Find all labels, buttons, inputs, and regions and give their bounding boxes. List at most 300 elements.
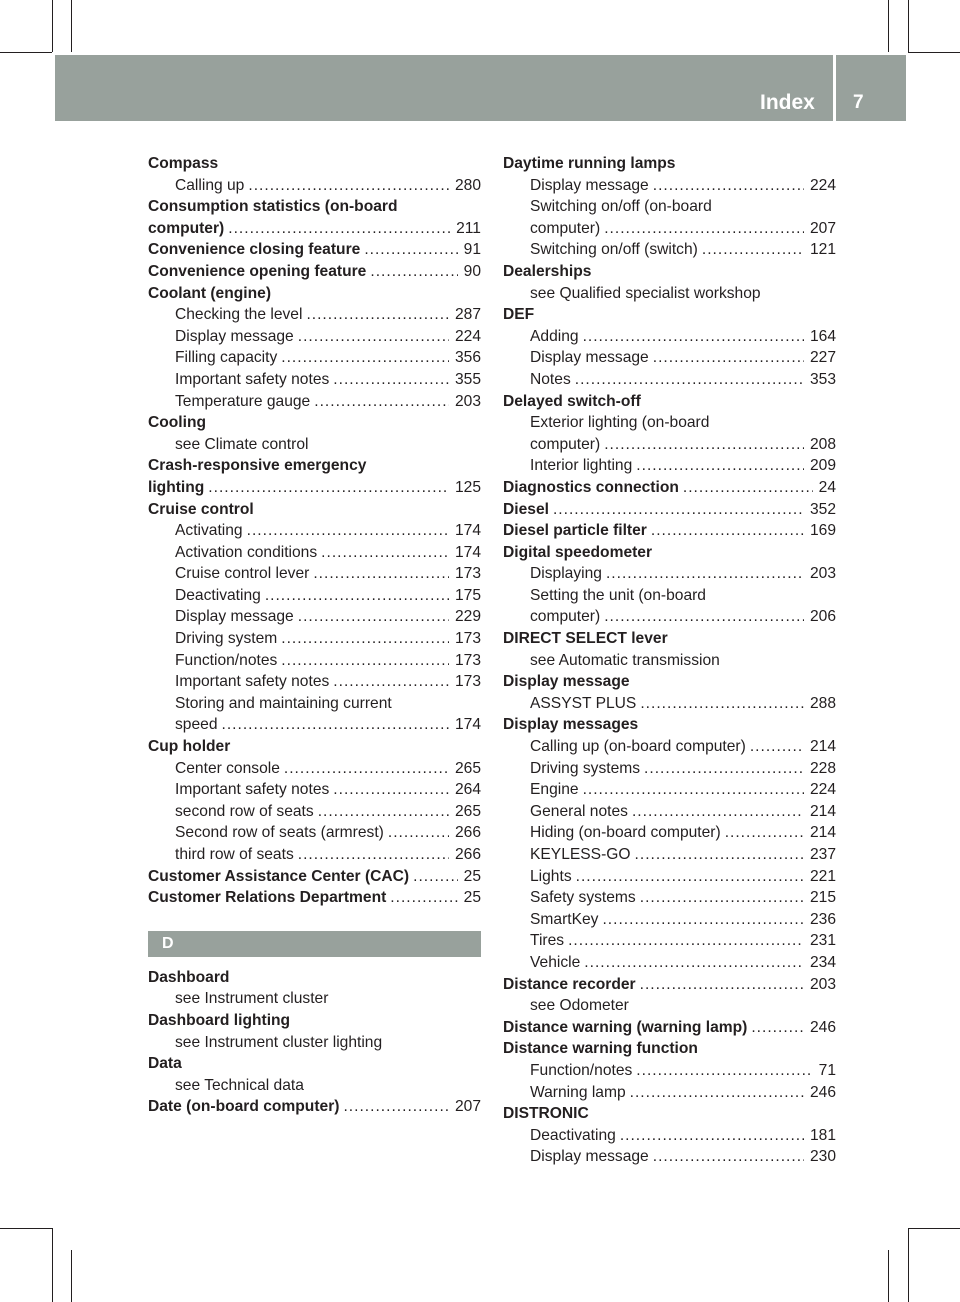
entry-text: speed [175,716,218,734]
entry-text: Cruise control [148,500,254,518]
entry-text: DEF [503,306,535,324]
index-subentry [503,585,836,607]
index-entry [148,499,481,521]
index-entry [503,304,836,326]
index-entry [148,239,481,261]
page-reference[interactable]: 228 [809,759,836,777]
leader-dots [265,585,449,607]
leader-dots [576,866,804,888]
leader-dots [640,974,804,996]
entry-text: Diesel [503,500,549,518]
page-reference[interactable]: 352 [809,500,836,518]
entry-text: Dashboard lighting [148,1011,291,1029]
entry-text: Cup holder [148,738,231,756]
entry-text: Diagnostics connection [503,478,679,496]
header-divider [833,55,836,121]
index-subentry [503,369,836,391]
index-subentry [148,326,481,348]
leader-dots [583,779,804,801]
page-reference[interactable]: 214 [809,738,836,756]
index-entry [503,974,836,996]
entry-text: Diesel particle filter [503,522,647,540]
entry-text: Display message [530,1148,649,1166]
page-reference[interactable]: 181 [809,1126,836,1144]
page-reference[interactable]: 125 [454,478,481,496]
leader-dots [653,1146,804,1168]
entry-text: KEYLESS-GO [530,846,631,863]
entry-text: Distance warning function [503,1040,698,1058]
entry-text: see Technical data [175,1076,304,1094]
index-subentry [503,175,836,197]
crop-mark [71,0,72,52]
page-reference[interactable]: 71 [818,1061,836,1079]
page-reference[interactable]: 214 [809,824,836,842]
page-reference[interactable]: 90 [463,262,481,280]
index-column-left [148,153,481,1118]
leader-dots [306,304,449,326]
page-reference[interactable]: 288 [809,694,836,712]
crop-mark [908,1228,960,1229]
entry-text: Data [148,1055,182,1073]
entry-text: Important safety notes [175,673,330,691]
page-reference[interactable]: 174 [454,522,481,540]
leader-dots [333,369,449,391]
entry-text: see Odometer [530,997,629,1015]
page-reference[interactable]: 231 [809,932,836,950]
index-subentry [503,347,836,369]
entry-text: Lights [530,867,572,885]
leader-dots [636,1060,812,1082]
page-reference[interactable]: 287 [454,306,481,324]
leader-dots [653,175,804,197]
index-subentry [148,347,481,369]
index-entry [503,477,836,499]
index-subentry [148,369,481,391]
index-subentry [503,930,836,952]
entry-text: Display messages [503,716,639,734]
index-entry [503,628,836,650]
leader-dots [321,542,449,564]
entry-text: Checking the level [175,306,303,324]
leader-dots [702,239,804,261]
entry-text: DISTRONIC [503,1105,589,1123]
page-reference[interactable]: 224 [809,781,836,799]
page-title: Index [760,91,815,114]
index-subentry [503,822,836,844]
leader-dots [298,326,449,348]
entry-text: Deactivating [175,586,261,604]
index-subentry [503,866,836,888]
entry-text: Displaying [530,565,602,583]
entry-text: General notes [530,802,628,820]
entry-text: Activation conditions [175,543,318,561]
page-reference[interactable]: 207 [809,219,836,237]
entry-text: see Climate control [175,435,309,453]
leader-dots [333,779,449,801]
index-entry [503,671,836,693]
index-subentry [503,434,836,456]
index-entry [148,412,481,434]
page-reference[interactable]: 175 [454,586,481,604]
page-reference[interactable]: 266 [454,846,481,863]
page-reference[interactable]: 214 [809,802,836,820]
entry-text: third row of seats [175,846,294,863]
index-subentry [148,1075,481,1097]
entry-text: Safety systems [530,889,636,907]
index-entry [503,261,836,283]
index-entry [503,714,836,736]
index-entry [503,1103,836,1125]
entry-text: Driving system [175,630,278,648]
entry-text: Function/notes [175,651,278,669]
entry-text: Display message [175,327,294,345]
index-subentry [148,628,481,650]
leader-dots [364,239,457,261]
leader-dots [632,801,804,823]
entry-text: computer) [530,435,601,453]
page-reference[interactable]: 265 [454,759,481,777]
leader-dots [653,347,804,369]
page-reference[interactable]: 173 [454,565,481,583]
index-subentry [503,218,836,240]
index-subentry [503,1146,836,1168]
crop-mark [908,1228,909,1302]
leader-dots [751,1017,804,1039]
leader-dots [553,499,804,521]
index-subentry [148,671,481,693]
entry-text: SmartKey [530,910,599,928]
crop-mark [888,1250,889,1302]
page-reference[interactable]: 203 [809,565,836,583]
page-reference[interactable]: 25 [463,889,481,907]
leader-dots [228,218,450,240]
page-reference[interactable]: 236 [809,910,836,928]
entry-text: computer) [530,219,601,237]
entry-text: ASSYST PLUS [530,694,637,712]
page-reference[interactable]: 208 [809,435,836,453]
page-reference[interactable]: 237 [809,846,836,863]
leader-dots [604,218,804,240]
leader-dots [343,1096,449,1118]
page-reference[interactable]: 224 [454,327,481,345]
index-subentry [503,758,836,780]
index-subentry [503,693,836,715]
leader-dots [604,606,804,628]
index-entry [148,1010,481,1032]
leader-dots [390,887,457,909]
entry-text: Date (on-board computer) [148,1098,340,1116]
leader-dots [644,758,804,780]
page-reference[interactable]: 355 [454,370,481,388]
page-reference[interactable]: 356 [454,349,481,367]
entry-text: Function/notes [530,1061,633,1079]
entry-text: Dashboard [148,968,230,986]
page-number: 7 [853,92,864,113]
index-entry [503,153,836,175]
index-entry [503,1017,836,1039]
index-entry [148,261,481,283]
leader-dots [640,887,804,909]
index-entry [148,153,481,175]
page-reference[interactable]: 353 [809,370,836,388]
entry-text: Calling up (on-board computer) [530,738,746,756]
entry-text: Compass [148,155,219,172]
index-subentry [503,1082,836,1104]
page-reference[interactable]: 173 [454,651,481,669]
page-reference[interactable]: 215 [809,889,836,907]
entry-text: Tires [530,932,565,950]
index-entry [148,196,481,218]
leader-dots [318,801,449,823]
page-reference[interactable]: 234 [809,953,836,971]
entry-text: Delayed switch-off [503,392,641,410]
index-subentry [148,304,481,326]
index-entry [148,455,481,477]
entry-text: Daytime running lamps [503,155,676,172]
index-subentry [148,779,481,801]
index-subentry [503,606,836,628]
entry-text: Convenience closing feature [148,241,361,259]
page-reference[interactable]: 229 [454,608,481,626]
index-subentry [503,455,836,477]
index-subentry [148,434,481,456]
index-subentry [148,585,481,607]
leader-dots [298,844,449,866]
entry-text: Second row of seats (armrest) [175,824,384,842]
leader-dots [370,261,457,283]
entry-text: Customer Assistance Center (CAC) [148,867,410,885]
entry-text: Deactivating [530,1126,616,1144]
leader-dots [247,520,449,542]
entry-text: Dealerships [503,262,592,280]
page-reference[interactable]: 203 [454,392,481,410]
leader-dots [575,369,804,391]
index-subentry [503,995,836,1017]
entry-text: computer) [530,608,601,626]
index-subentry [503,239,836,261]
page-reference[interactable]: 265 [454,802,481,820]
crop-mark [52,0,53,52]
entry-text: second row of seats [175,802,314,820]
entry-text: Interior lighting [530,457,633,475]
index-subentry [503,563,836,585]
leader-dots [683,477,813,499]
index-subentry [148,822,481,844]
page-reference[interactable]: 174 [454,716,481,734]
entry-text: Coolant (engine) [148,284,272,302]
entry-text: see Instrument cluster lighting [175,1033,383,1051]
page-reference[interactable]: 227 [809,349,836,367]
index-entry [148,967,481,989]
index-subentry [148,801,481,823]
entry-text: Switching on/off (switch) [530,241,698,259]
entry-text: Digital speedometer [503,543,653,561]
page-reference[interactable]: 207 [454,1098,481,1116]
index-subentry [148,391,481,413]
entry-text: Hiding (on-board computer) [530,824,721,842]
leader-dots [222,714,449,736]
page-reference[interactable]: 174 [454,543,481,561]
entry-text: Display message [530,349,649,367]
index-subentry [503,412,836,434]
entry-text: Notes [530,370,571,388]
entry-text: see Automatic transmission [530,651,720,669]
index-subentry [503,650,836,672]
entry-text: computer) [148,219,225,237]
page-reference[interactable]: 164 [809,327,836,345]
index-subentry [503,1060,836,1082]
entry-text: Temperature gauge [175,392,311,410]
entry-text: Driving systems [530,759,641,777]
index-subentry [503,326,836,348]
page-reference[interactable]: 211 [456,219,481,237]
page-reference[interactable]: 121 [809,241,836,259]
page-reference[interactable]: 221 [809,867,836,885]
index-subentry [503,952,836,974]
leader-dots [298,606,449,628]
entry-text: Vehicle [530,953,581,971]
leader-dots [583,326,804,348]
section-letter: D [148,931,481,957]
page-reference[interactable]: 173 [454,673,481,691]
page-reference[interactable]: 280 [454,176,481,194]
page-reference[interactable]: 209 [809,457,836,475]
index-entry [148,1096,481,1118]
leader-dots [750,736,804,758]
entry-text: Cruise control lever [175,565,310,583]
index-subentry [148,1032,481,1054]
leader-dots [604,434,804,456]
page-reference[interactable]: 24 [818,478,836,496]
index-subentry [148,650,481,672]
index-subentry [148,520,481,542]
page-reference[interactable]: 203 [809,975,836,993]
crop-mark [888,0,889,52]
leader-dots [208,477,449,499]
crop-mark [52,1228,53,1302]
entry-text: DIRECT SELECT lever [503,630,668,648]
index-entry [148,283,481,305]
index-subentry [148,714,481,736]
index-subentry [148,175,481,197]
index-entry [148,887,481,909]
page-reference[interactable]: 224 [809,176,836,194]
entry-text: Customer Relations Department [148,889,387,907]
leader-dots [640,693,804,715]
entry-text: Distance warning (warning lamp) [503,1018,748,1036]
entry-text: lighting [148,478,205,496]
entry-text: see Qualified specialist workshop [530,284,761,302]
leader-dots [602,909,804,931]
index-entry [148,866,481,888]
index-subentry [503,909,836,931]
leader-dots [313,563,449,585]
index-subentry [148,606,481,628]
leader-dots [584,952,804,974]
entry-text: Display message [175,608,294,626]
page-reference[interactable]: 91 [463,241,481,259]
crop-mark [0,52,52,53]
index-entry [503,499,836,521]
leader-dots [284,758,449,780]
index-subentry [503,887,836,909]
page-reference[interactable]: 246 [809,1083,836,1101]
index-subentry [503,1125,836,1147]
page-reference[interactable]: 173 [454,630,481,648]
entry-text: Consumption statistics (on-board [148,198,398,216]
index-entry [503,1038,836,1060]
leader-dots [620,1125,804,1147]
entry-text: Storing and maintaining current [175,694,392,712]
index-subentry [148,693,481,715]
leader-dots [333,671,449,693]
leader-dots [281,650,449,672]
leader-dots [281,347,449,369]
crop-mark [908,52,960,53]
entry-text: Setting the unit (on-board [530,586,706,604]
index-subentry [148,988,481,1010]
entry-text: Important safety notes [175,781,330,799]
crop-mark [0,1228,52,1229]
leader-dots [281,628,449,650]
page-reference[interactable]: 25 [463,867,481,885]
entry-text: Activating [175,522,243,540]
index-entry [503,391,836,413]
leader-dots [630,1082,804,1104]
entry-text: Cooling [148,414,207,432]
index-entry [503,542,836,564]
crop-mark [71,1250,72,1302]
leader-dots [413,866,458,888]
page-reference[interactable]: 230 [809,1148,836,1166]
entry-text: Convenience opening feature [148,262,367,280]
leader-dots [388,822,449,844]
entry-text: Engine [530,781,579,799]
leader-dots [725,822,804,844]
index-subentry [503,736,836,758]
entry-text: Switching on/off (on-board [530,198,712,216]
leader-dots [606,563,804,585]
page-reference[interactable]: 206 [809,608,836,626]
leader-dots [568,930,804,952]
leader-dots [651,520,804,542]
leader-dots [314,391,449,413]
entry-text: Distance recorder [503,975,636,993]
index-subentry [148,563,481,585]
entry-text: Warning lamp [530,1083,626,1101]
index-entry [148,477,481,499]
entry-text: Center console [175,759,280,777]
index-subentry [148,542,481,564]
entry-text: Adding [530,327,579,345]
index-entry [148,736,481,758]
entry-text: Exterior lighting (on-board [530,414,710,432]
page-reference[interactable]: 246 [809,1018,836,1036]
index-column-right [503,153,836,1168]
entry-text: see Instrument cluster [175,990,329,1008]
index-entry [503,520,836,542]
entry-text: Display message [503,673,630,691]
leader-dots [635,844,804,866]
page-reference[interactable]: 266 [454,824,481,842]
index-subentry [503,196,836,218]
index-subentry [503,801,836,823]
page-reference[interactable]: 264 [454,781,481,799]
page-reference[interactable]: 169 [809,522,836,540]
index-entry [148,1053,481,1075]
index-subentry [503,844,836,866]
leader-dots [248,175,449,197]
